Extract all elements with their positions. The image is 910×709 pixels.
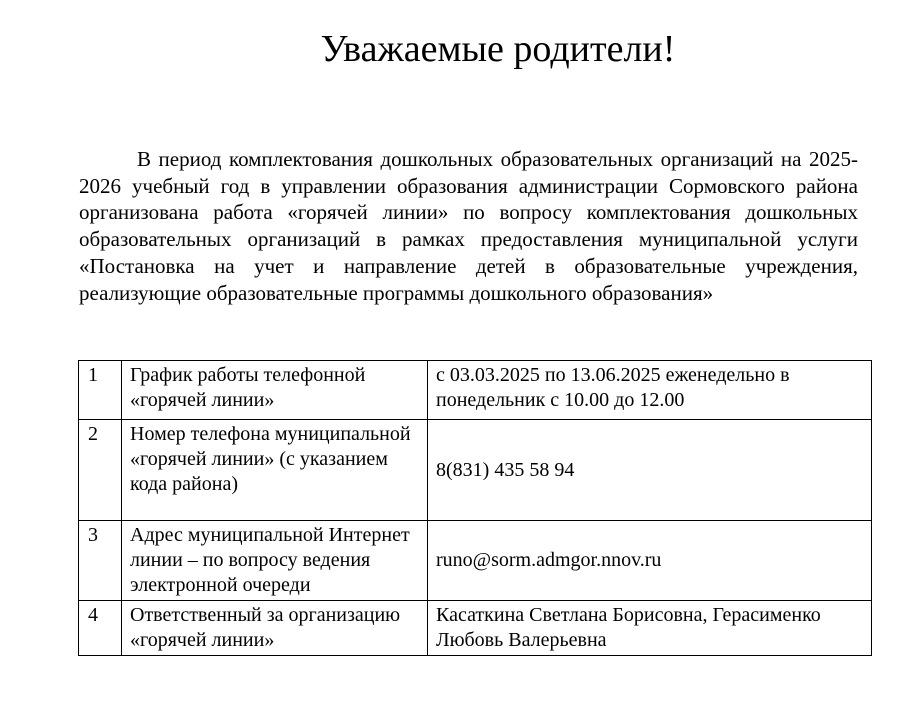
intro-paragraph: В период комплектования дошкольных образовательных организаций на 2025-2026 учебный год в управлении образования администрации Сормовского района организована работа «горячей линии» по вопросу комплектования дошкольных образовательных организаций в рамках предоставления муниципальной услуги «Постановка на учет и направление детей в образовательные учреждения, реализующие образовательные программы дошкольного образования» — [79, 147, 858, 305]
row-number: 4 — [79, 601, 122, 656]
table-row — [79, 361, 872, 420]
table-row — [79, 601, 872, 656]
page-title: Уважаемые родители! — [320, 28, 676, 70]
row-number: 2 — [79, 420, 122, 521]
row-number: 1 — [79, 361, 122, 420]
row-value: с 03.03.2025 по 13.06.2025 еженедельно в понедельник с 10.00 до 12.00 — [428, 361, 872, 420]
row-value: runo@sorm.admgor.nnov.ru — [428, 521, 872, 601]
row-value: Касаткина Светлана Борисовна, Герасименко Любовь Валерьевна — [428, 601, 872, 656]
row-label: Номер телефона муниципальной «горячей линии» (с указанием кода района) — [122, 420, 428, 521]
hotline-info-table — [78, 360, 872, 656]
row-value: 8(831) 435 58 94 — [428, 420, 872, 521]
row-label: График работы телефонной «горячей линии» — [122, 361, 428, 420]
row-number: 3 — [79, 521, 122, 601]
row-label: Ответственный за организацию «горячей линии» — [122, 601, 428, 656]
table-row — [79, 521, 872, 601]
table-row — [79, 420, 872, 521]
row-label: Адрес муниципальной Интернет линии – по вопросу ведения электронной очереди — [122, 521, 428, 601]
